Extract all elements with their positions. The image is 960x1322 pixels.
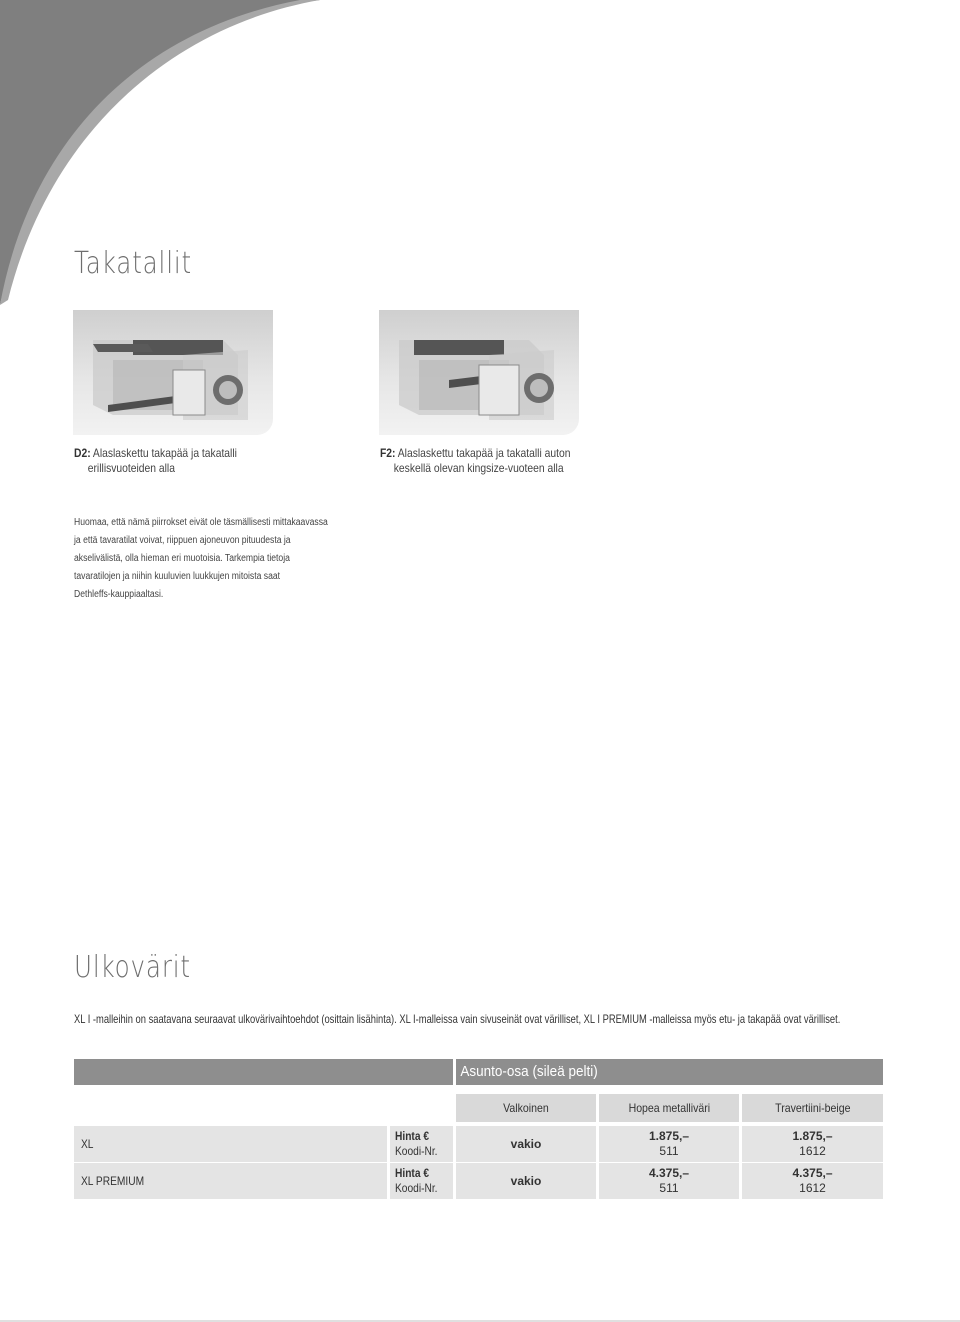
- column-header-hopea: [599, 1094, 739, 1122]
- price-value: 4.375,–: [648, 1166, 690, 1180]
- table-group-header-band: [74, 1059, 883, 1085]
- note-line: Dethleffs-kauppiaaltasi.: [74, 589, 164, 600]
- column-header-travertiini: [742, 1094, 883, 1122]
- code-label: Koodi-Nr.: [395, 1181, 438, 1195]
- figure-caption-line2: keskellä olevan kingsize-vuoteen alla: [393, 461, 564, 475]
- table-row-model-xl: [74, 1126, 387, 1162]
- price-code-labels: [390, 1126, 453, 1162]
- price-value: vakio: [510, 1174, 542, 1188]
- note-line: akselivälistä, olla hieman eri muotoisia. Tarkempia tietoja: [74, 553, 290, 564]
- price-value: vakio: [510, 1137, 542, 1151]
- price-label: Hinta €: [395, 1166, 430, 1180]
- model-label: XL: [81, 1137, 94, 1151]
- section-title-takatallit: Takatallit: [74, 246, 192, 281]
- price-value: 4.375,–: [792, 1166, 833, 1180]
- table-cell: [742, 1126, 883, 1162]
- scale-note: [74, 514, 328, 604]
- figure-caption-line1: Alaslaskettu takapää ja takatalli auton: [397, 446, 571, 460]
- figure-caption-d2: [74, 446, 237, 476]
- column-header-label: Travertiini-beige: [774, 1101, 851, 1115]
- price-code-labels: [390, 1163, 453, 1199]
- note-line: ja että tavaratilat voivat, riippuen ajoneuvon pituudesta ja: [74, 535, 291, 546]
- garage-illustration-d2: [73, 310, 273, 435]
- table-cell: [742, 1163, 883, 1199]
- table-cell: [599, 1163, 739, 1199]
- table-cell: [599, 1126, 739, 1162]
- figure-caption-f2: [380, 446, 570, 476]
- table-cell: [456, 1163, 596, 1199]
- column-header-label: Hopea metalliväri: [628, 1101, 710, 1115]
- price-label: Hinta €: [395, 1129, 430, 1143]
- garage-illustration-f2: [379, 310, 579, 435]
- column-header-valkoinen: [456, 1094, 596, 1122]
- table-row-model-xl-premium: [74, 1163, 387, 1199]
- figure-code: D2:: [74, 446, 91, 460]
- table-group-header: Asunto-osa (sileä pelti): [460, 1063, 598, 1080]
- section-title-ulkovarit: Ulkovärit: [74, 950, 191, 985]
- price-value: 1.875,–: [792, 1129, 833, 1143]
- model-label: XL PREMIUM: [81, 1174, 145, 1188]
- figure-caption-line1: Alaslaskettu takapää ja takatalli: [92, 446, 237, 460]
- code-value: 1612: [799, 1144, 826, 1158]
- note-line: tavaratilojen ja niihin kuuluvien luukkujen mitoista saat: [74, 571, 281, 582]
- code-value: 511: [659, 1181, 679, 1195]
- figure-code: F2:: [380, 446, 396, 460]
- table-cell: [456, 1126, 596, 1162]
- note-line: Huomaa, että nämä piirrokset eivät ole täsmällisesti mittakaavassa: [74, 517, 328, 528]
- column-header-label: Valkoinen: [503, 1101, 549, 1115]
- code-value: 1612: [799, 1181, 826, 1195]
- figure-caption-line2: erillisvuoteiden alla: [87, 461, 175, 475]
- price-value: 1.875,–: [648, 1129, 690, 1143]
- code-value: 511: [659, 1144, 679, 1158]
- code-label: Koodi-Nr.: [395, 1144, 438, 1158]
- colors-intro-text: XL I -malleihin on saatavana seuraavat ulkovärivaihtoehdot (osittain lisähinta). XL I-malleissa vain sivuseinät ovat värilliset, XL I PREMIUM -malleissa myös etu- ja takapää ovat värilliset.: [74, 1012, 841, 1026]
